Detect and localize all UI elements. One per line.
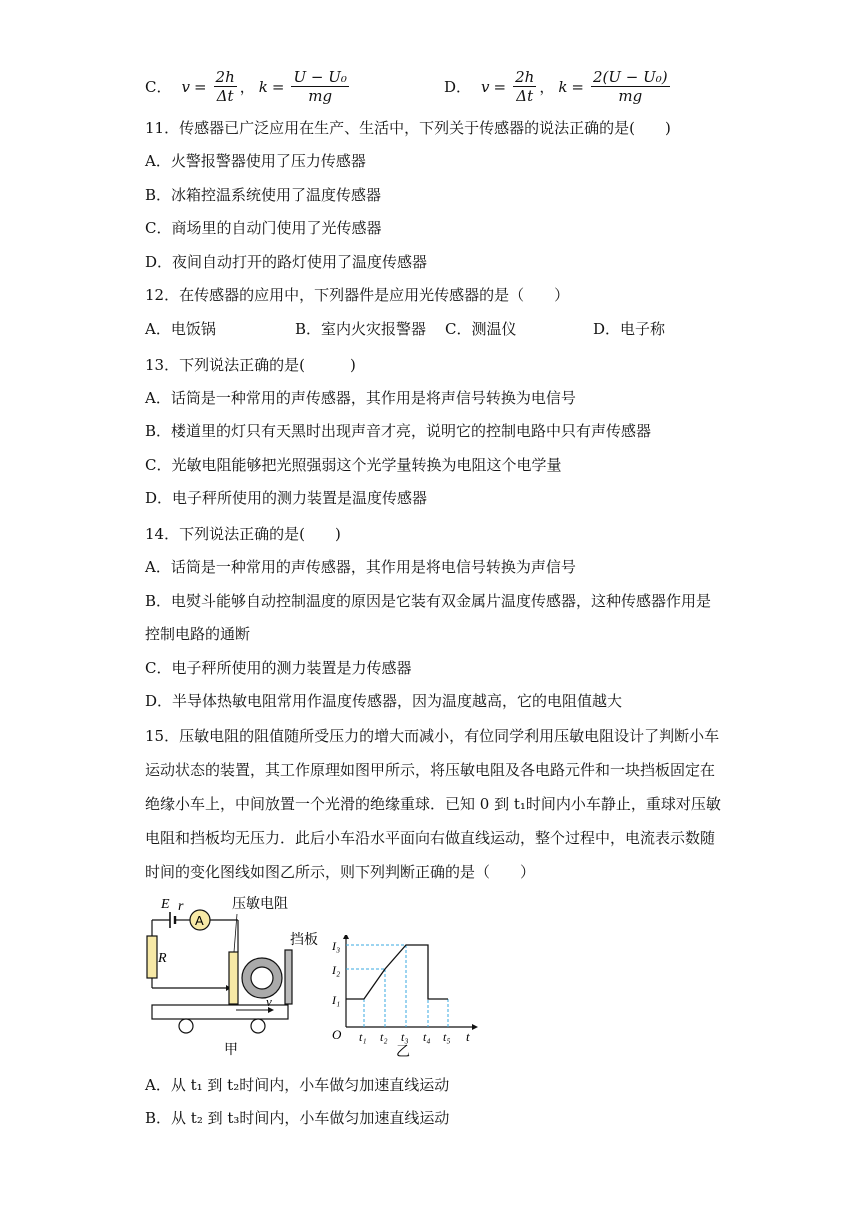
denominator: Δt — [516, 87, 534, 105]
q13-option-c[interactable]: C．光敏电阻能够把光照强弱这个光学量转换为电阻这个电学量 — [145, 456, 562, 474]
question-15-stem-line-4: 电阻和挡板均无压力．此后小车沿水平面向右做直线运动，整个过程中，电流表示数随 — [145, 829, 716, 847]
y-tick-label: I₂ — [332, 963, 341, 977]
var-v: v — [481, 77, 490, 96]
question-14-stem: 14．下列说法正确的是( ) — [145, 525, 341, 543]
figure-yi-graph — [330, 935, 480, 1061]
wheel-right — [251, 1019, 265, 1033]
denominator: mg — [618, 87, 643, 105]
y-tick-label: I₃ — [332, 939, 341, 953]
baffle-label: 挡板 — [290, 932, 318, 948]
x-tick-label: t₅ — [443, 1030, 451, 1044]
question-13-stem: 13．下列说法正确的是( ) — [145, 356, 356, 374]
question-11-stem: 11．传感器已广泛应用在生产、生活中，下列关于传感器的说法正确的是( ) — [145, 119, 671, 137]
separator: ， — [539, 78, 555, 96]
q11-option-c[interactable]: C．商场里的自动门使用了光传感器 — [145, 219, 382, 237]
question-15-stem-line-5: 时间的变化图线如图乙所示，则下列判断正确的是（ ） — [145, 863, 536, 881]
q15-option-b[interactable]: B．从 t₂ 到 t₃时间内，小车做匀加速直线运动 — [145, 1109, 450, 1127]
x-tick-label: t₂ — [380, 1030, 388, 1044]
formula-option-c — [145, 68, 352, 105]
q11-option-a[interactable]: A．火警报警器使用了压力传感器 — [145, 152, 366, 170]
q12-option-b[interactable]: B．室内火灾报警器 — [295, 320, 427, 338]
baffle-board — [285, 950, 292, 1004]
question-15-stem-line-2: 运动状态的装置，其工作原理如图甲所示，将压敏电阻及各电路元件和一块挡板固定在 — [145, 761, 716, 779]
q12-option-a[interactable]: A．电饭锅 — [145, 320, 216, 338]
q12-option-c[interactable]: C．测温仪 — [445, 320, 517, 338]
numerator: U − U₀ — [293, 68, 347, 86]
question-15-stem-line-3: 绝缘小车上，中间放置一个光滑的绝缘重球．已知 0 到 t₁时间内小车静止，重球对压敏 — [145, 795, 721, 813]
denominator: Δt — [216, 87, 234, 105]
fraction-k — [591, 68, 670, 105]
figure-jia-circuit — [140, 892, 330, 1062]
origin-label: O — [332, 1027, 342, 1042]
question-15-stem-line-1: 15．压敏电阻的阻值随所受压力的增大而减小，有位同学利用压敏电阻设计了判断小车 — [145, 727, 720, 745]
denominator: mg — [308, 87, 333, 105]
pressure-resistor — [229, 952, 238, 1004]
numerator: 2(U − U₀) — [593, 68, 668, 86]
fraction-k — [291, 68, 348, 105]
ammeter-label: A — [195, 913, 204, 928]
q12-options-row — [145, 318, 705, 338]
var-v: v — [181, 77, 190, 96]
internal-resistance-label: r — [178, 899, 184, 914]
x-tick-label: t₃ — [401, 1030, 409, 1044]
figure-jia-caption: 甲 — [224, 1042, 238, 1058]
wheel-left — [179, 1019, 193, 1033]
numerator: 2h — [515, 68, 535, 86]
q14-option-b-continued: 控制电路的通断 — [145, 625, 251, 643]
equals: = — [193, 77, 207, 96]
fraction-v — [513, 68, 536, 105]
var-k: k — [258, 77, 268, 96]
q11-option-d[interactable]: D．夜间自动打开的路灯使用了温度传感器 — [145, 253, 428, 271]
q14-option-b[interactable]: B．电熨斗能够自动控制温度的原因是它装有双金属片温度传感器，这种传感器作用是 — [145, 592, 712, 610]
equals: = — [271, 77, 285, 96]
q13-option-a[interactable]: A．话筒是一种常用的声传感器，其作用是将声信号转换为电信号 — [145, 389, 576, 407]
separator: ， — [239, 78, 255, 96]
t-axis-label: t — [466, 1029, 470, 1044]
equals: = — [571, 77, 584, 96]
pressure-resistor-label: 压敏电阻 — [232, 896, 288, 912]
emf-label: E — [161, 897, 170, 912]
equals: = — [493, 77, 507, 96]
var-k: k — [558, 77, 568, 96]
fraction-v — [214, 68, 237, 105]
graph-plot — [331, 939, 451, 1044]
q15-option-a[interactable]: A．从 t₁ 到 t₂时间内，小车做匀加速直线运动 — [145, 1076, 450, 1094]
question-12-stem: 12．在传感器的应用中，下列器件是应用光传感器的是（ ） — [145, 286, 570, 304]
resistor-r — [147, 936, 157, 978]
resistor-r-label: R — [158, 951, 167, 966]
q14-option-d[interactable]: D．半导体热敏电阻常用作温度传感器，因为温度越高，它的电阻值越大 — [145, 692, 623, 710]
y-tick-label: I₁ — [332, 993, 341, 1007]
option-label: C． — [145, 78, 172, 96]
figure-yi-caption: 乙 — [396, 1044, 410, 1060]
q13-option-d[interactable]: D．电子秤所使用的测力装置是温度传感器 — [145, 489, 428, 507]
q14-option-c[interactable]: C．电子秤所使用的测力装置是力传感器 — [145, 659, 412, 677]
current-series-line — [346, 945, 448, 999]
velocity-label: v — [266, 994, 272, 1009]
formula-option-d — [444, 68, 673, 105]
q11-option-b[interactable]: B．冰箱控温系统使用了温度传感器 — [145, 186, 382, 204]
numerator: 2h — [215, 68, 235, 86]
x-tick-label: t₁ — [359, 1030, 367, 1044]
q12-option-d[interactable]: D．电子称 — [593, 320, 666, 338]
x-tick-label: t₄ — [423, 1030, 431, 1044]
option-label: D． — [444, 78, 472, 96]
q14-option-a[interactable]: A．话筒是一种常用的声传感器，其作用是将电信号转换为声信号 — [145, 558, 576, 576]
q13-option-b[interactable]: B．楼道里的灯只有天黑时出现声音才亮，说明它的控制电路中只有声传感器 — [145, 422, 652, 440]
